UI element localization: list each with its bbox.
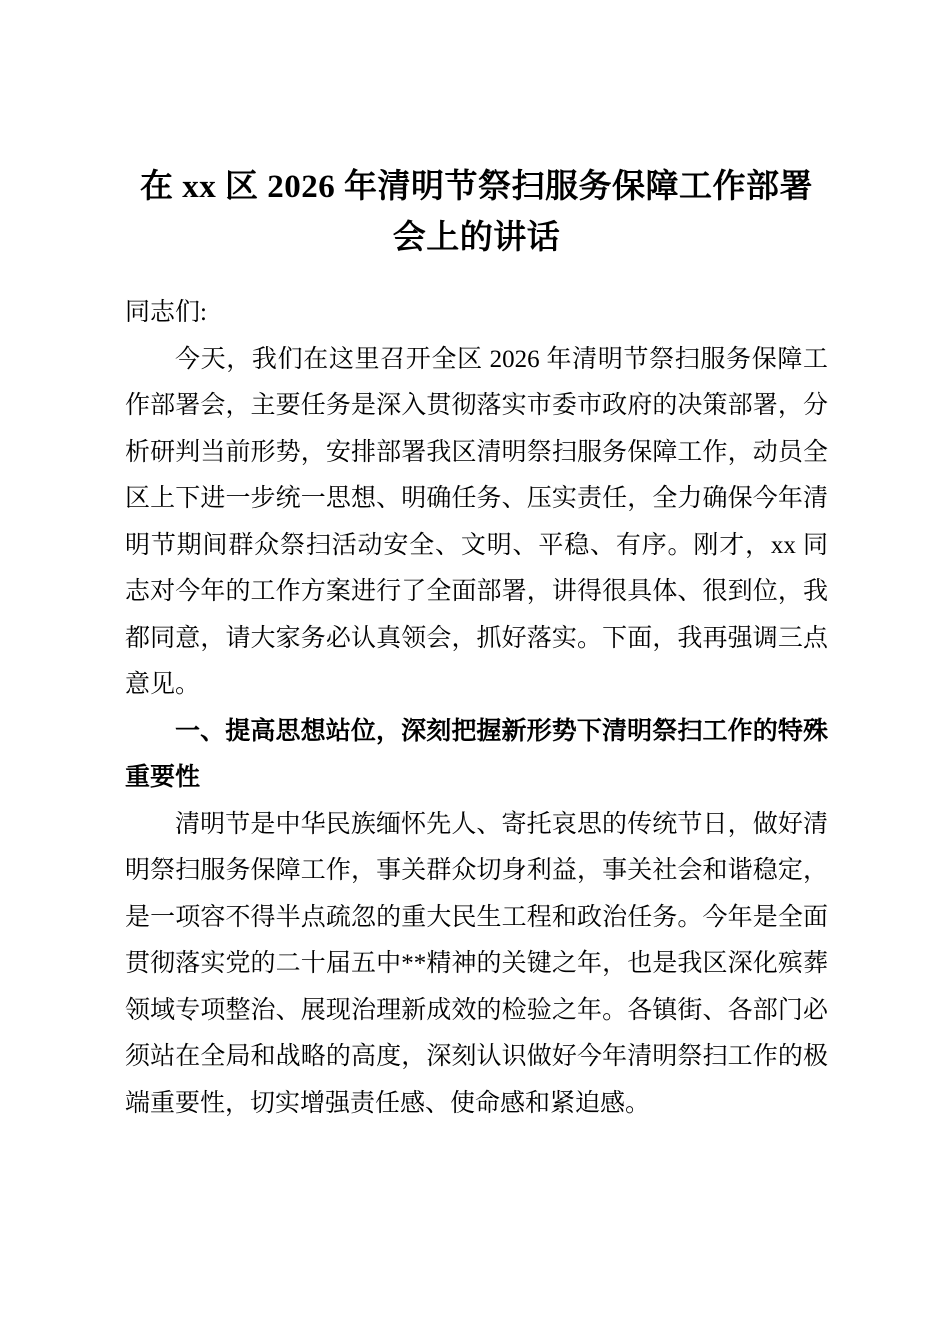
document-title: 在 xx 区 2026 年清明节祭扫服务保障工作部署会上的讲话: [140, 169, 813, 256]
section-heading-1: 一、提高思想站位，深刻把握新形势下清明祭扫工作的特殊重要性: [125, 717, 828, 791]
paragraph-2: 清明节是中华民族缅怀先人、寄托哀思的传统节日，做好清明祭扫服务保障工作，事关群众切身利益，事关社会和谐稳定，是一项容不得半点疏忽的重大民生工程和政治任务。今年是全面贯彻落实党的二十届五中**精神的关键之年，也是我区深化殡葬领域专项整治、展现治理新成效的检验之年。各镇街、各部门必须站在全局和战略的高度，深刻认识做好今年清明祭扫工作的极端重要性，切实增强责任感、使命感和紧迫感。: [125, 810, 828, 1117]
salutation: 同志们:: [125, 299, 207, 326]
paragraph-1: 今天，我们在这里召开全区 2026 年清明节祭扫服务保障工作部署会，主要任务是深入贯彻落实市委市政府的决策部署，分析研判当前形势，安排部署我区清明祭扫服务保障工作，动员全区上下进一步统一思想、明确任务、压实责任，全力确保今年清明节期间群众祭扫活动安全、文明、平稳、有序。刚才，xx 同志对今年的工作方案进行了全面部署，讲得很具体、很到位，我都同意，请大家务必认真领会，抓好落实。下面，我再强调三点意见。: [125, 345, 828, 698]
